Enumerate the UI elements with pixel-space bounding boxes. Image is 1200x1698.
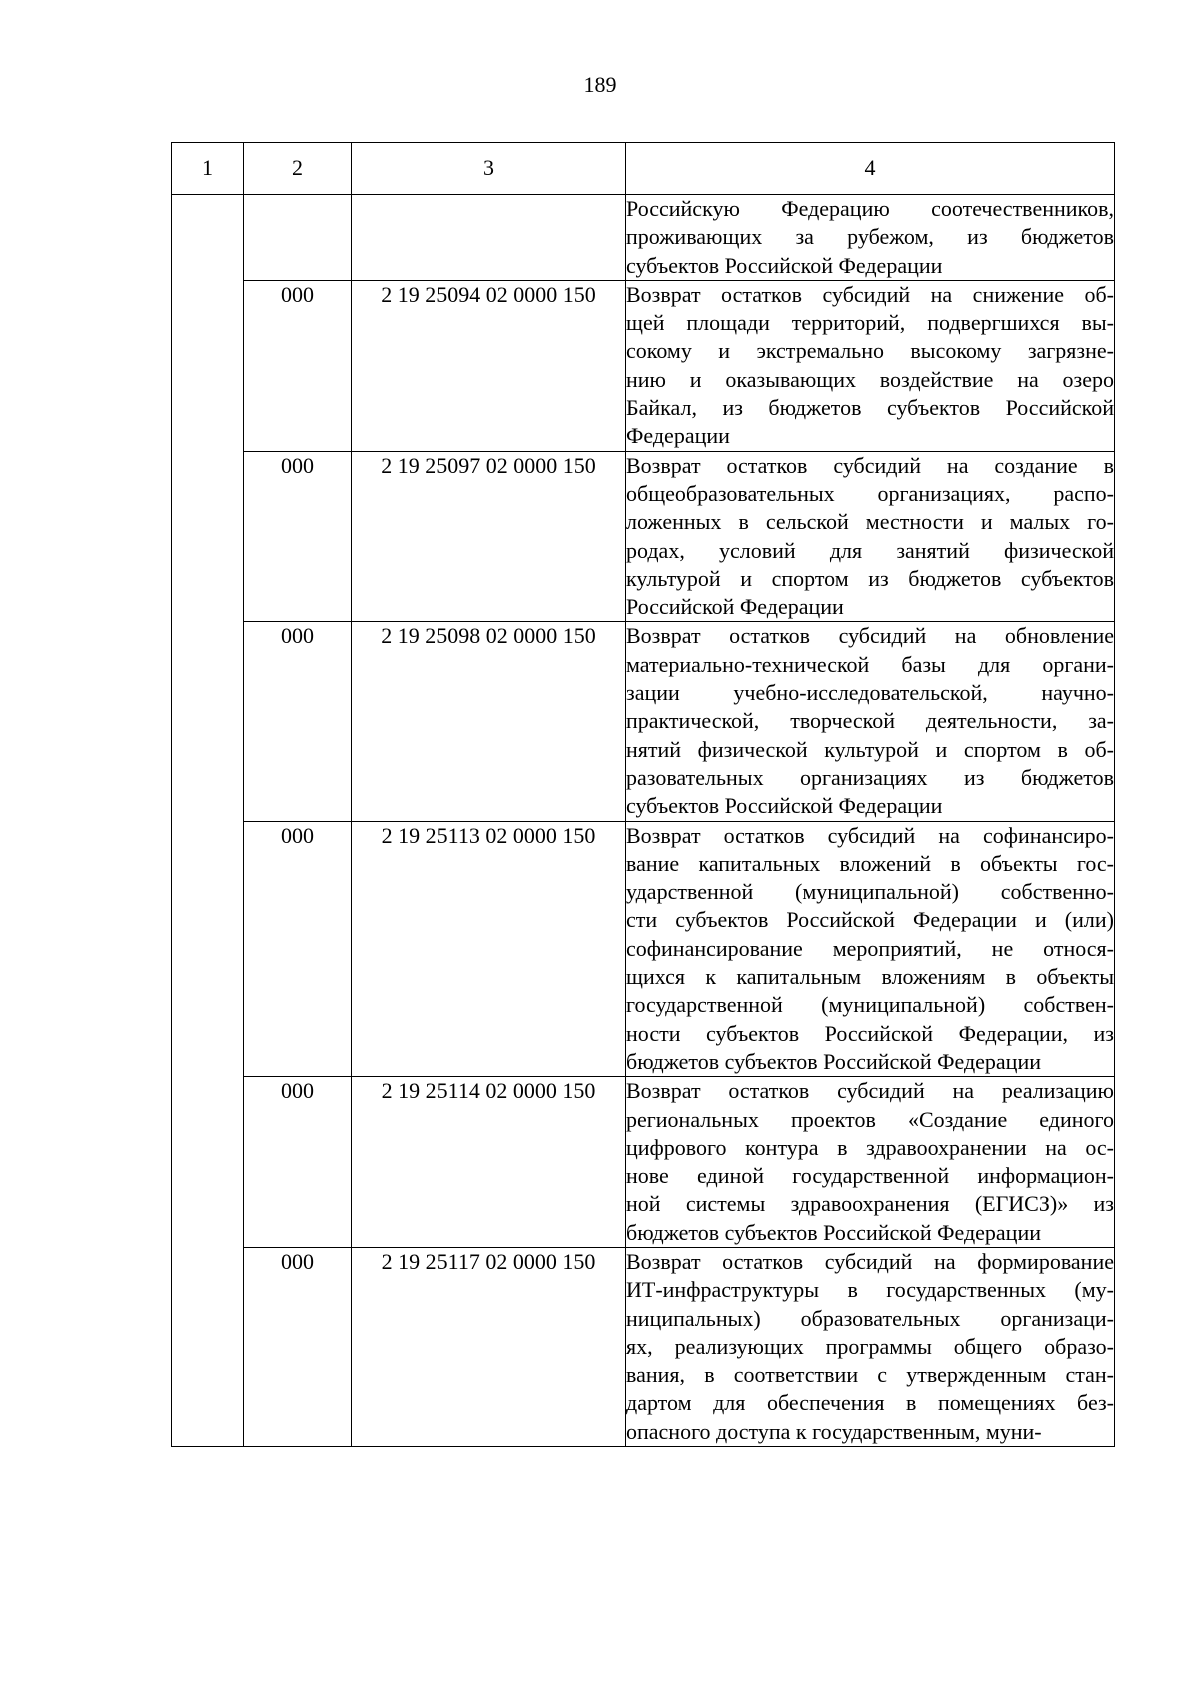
- description-line: материально-технической базы для органи-: [626, 651, 1114, 677]
- table-row: [172, 451, 1115, 622]
- description-line: Возврат остатков субсидий на обновление: [626, 623, 1114, 649]
- budget-code-cell: 2 19 25094 02 0000 150: [352, 280, 626, 451]
- description-line: бюджетов субъектов Российской Федерации: [626, 1048, 1041, 1074]
- admin-code-cell: 000: [244, 1077, 352, 1248]
- description-line: Федерации: [626, 423, 730, 449]
- description-line: нию и оказывающих воздействие на озеро: [626, 366, 1114, 392]
- table-row: [172, 821, 1115, 1077]
- description-line: зации учебно-исследовательской, научно-: [626, 680, 1114, 706]
- budget-code-cell: [352, 195, 626, 281]
- admin-code-cell: 000: [244, 280, 352, 451]
- description-line: сокому и экстремально высокому загрязне-: [626, 338, 1114, 364]
- description-cell: [626, 1077, 1115, 1248]
- description-line: бюджетов субъектов Российской Федерации: [626, 1219, 1041, 1245]
- header-col-4: 4: [626, 143, 1115, 195]
- column-1-cell: [172, 195, 244, 1447]
- description-cell: [626, 280, 1115, 451]
- page-number: 189: [583, 72, 617, 97]
- description-line: щихся к капитальным вложениям в объекты: [626, 964, 1114, 990]
- description-line: вание капитальных вложений в объекты гос-: [626, 850, 1114, 876]
- table-row: [172, 280, 1115, 451]
- description-line: нове единой государственной информацион-: [626, 1163, 1114, 1189]
- description-cell: [626, 195, 1115, 281]
- description-line: дартом для обеспечения в помещениях без-: [626, 1390, 1114, 1416]
- description-line: опасного доступа к государственным, муни-: [626, 1418, 1042, 1444]
- description-line: практической, творческой деятельности, за-: [626, 708, 1114, 734]
- description-line: родах, условий для занятий физической: [626, 537, 1114, 563]
- description-line: разовательных организациях из бюджетов: [626, 764, 1114, 790]
- description-line: культурой и спортом из бюджетов субъектов: [626, 565, 1114, 591]
- description-line: проживающих за рубежом, из бюджетов: [626, 224, 1114, 250]
- budget-code-cell: 2 19 25113 02 0000 150: [352, 821, 626, 1077]
- description-line: вания, в соответствии с утвержденным стан-: [626, 1362, 1114, 1388]
- budget-codes-table: [171, 142, 1115, 1447]
- header-col-1: 1: [172, 143, 244, 195]
- description-line: ности субъектов Российской Федерации, из: [626, 1020, 1114, 1046]
- table-row: [172, 1247, 1115, 1446]
- description-line: Возврат остатков субсидий на софинансиро-: [626, 822, 1114, 848]
- description-line: Российской Федерации: [626, 594, 844, 620]
- description-line: ударственной (муниципальной) собственно-: [626, 879, 1114, 905]
- description-line: общеобразовательных организациях, распо-: [626, 480, 1114, 506]
- description-line: Возврат остатков субсидий на создание в: [626, 452, 1114, 478]
- description-line: ниципальных) образовательных организаци-: [626, 1305, 1114, 1331]
- admin-code-cell: 000: [244, 622, 352, 821]
- description-line: ной системы здравоохранения (ЕГИСЗ)» из: [626, 1191, 1114, 1217]
- description-line: Возврат остатков субсидий на формирование: [626, 1248, 1114, 1274]
- description-line: софинансирование мероприятий, не относя-: [626, 935, 1114, 961]
- budget-code-cell: 2 19 25097 02 0000 150: [352, 451, 626, 622]
- description-line: Российскую Федерацию соотечественников,: [626, 196, 1114, 221]
- admin-code-cell: 000: [244, 821, 352, 1077]
- budget-code-cell: 2 19 25117 02 0000 150: [352, 1247, 626, 1446]
- description-cell: [626, 821, 1115, 1077]
- description-cell: [626, 1247, 1115, 1446]
- description-cell: [626, 622, 1115, 821]
- description-line: ложенных в сельской местности и малых го-: [626, 509, 1114, 535]
- description-line: Возврат остатков субсидий на реализацию: [626, 1078, 1114, 1104]
- budget-code-cell: 2 19 25114 02 0000 150: [352, 1077, 626, 1248]
- description-line: субъектов Российской Федерации: [626, 252, 943, 278]
- table-body: [172, 195, 1115, 1447]
- description-line: ях, реализующих программы общего образо-: [626, 1333, 1114, 1359]
- admin-code-cell: 000: [244, 1247, 352, 1446]
- admin-code-cell: [244, 195, 352, 281]
- description-line: Байкал, из бюджетов субъектов Российской: [626, 395, 1114, 421]
- description-line: щей площади территорий, подвергшихся вы-: [626, 310, 1114, 336]
- description-line: государственной (муниципальной) собствен-: [626, 992, 1114, 1018]
- description-line: цифрового контура в здравоохранении на ос-: [626, 1134, 1114, 1160]
- header-col-2: 2: [244, 143, 352, 195]
- description-line: субъектов Российской Федерации: [626, 793, 943, 819]
- description-cell: [626, 451, 1115, 622]
- admin-code-cell: 000: [244, 451, 352, 622]
- table-header-row: [172, 143, 1115, 195]
- table-row: [172, 195, 1115, 281]
- description-line: нятий физической культурой и спортом в об-: [626, 736, 1114, 762]
- description-line: Возврат остатков субсидий на снижение об-: [626, 281, 1114, 307]
- description-line: региональных проектов «Создание единого: [626, 1106, 1114, 1132]
- table-row: [172, 622, 1115, 821]
- table-row: [172, 1077, 1115, 1248]
- budget-code-cell: 2 19 25098 02 0000 150: [352, 622, 626, 821]
- header-col-3: 3: [352, 143, 626, 195]
- description-line: ИТ-инфраструктуры в государственных (му-: [626, 1277, 1114, 1303]
- description-line: сти субъектов Российской Федерации и (или): [626, 907, 1114, 933]
